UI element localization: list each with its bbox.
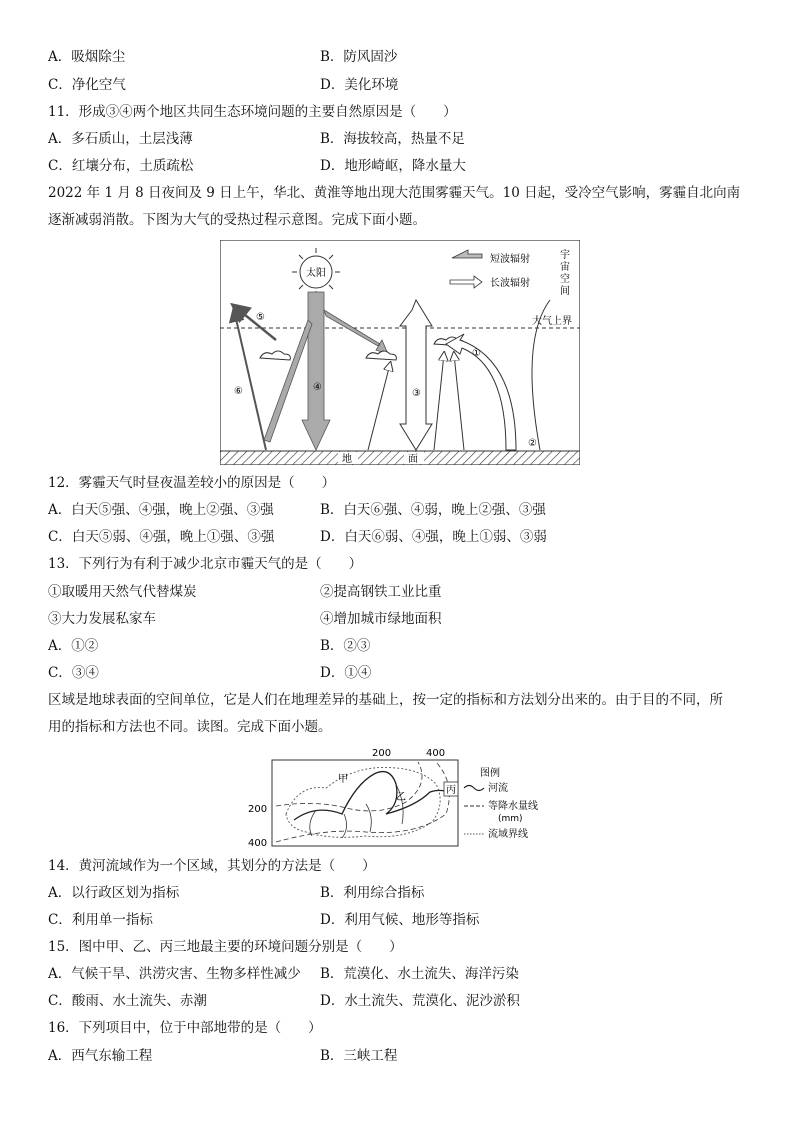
q13-option-c: C．③④ [48,665,99,681]
q10-option-c: C．净化空气 [48,77,126,93]
legend-isohyet: 等降水量线 [488,801,538,812]
yellow-river-basin-map [246,744,546,848]
q14-option-c: C．利用单一指标 [48,912,153,928]
intro2-line2: 用的指标和方法也不同。读图。完成下面小题。 [48,719,332,735]
map-label-left-200: 200 [248,804,268,815]
q14-stem: 14．黄河流域作为一个区域，其划分的方法是（ ） [48,858,376,874]
q14-option-b: B．利用综合指标 [320,885,425,901]
q12-option-a: A．白天⑤强、④强，晚上②强、③强 [48,502,274,518]
q10-option-a: A．吸烟除尘 [48,49,126,65]
map-label-left-400: 400 [248,838,268,848]
q15-option-c: C．酸雨、水土流失、赤潮 [48,993,207,1009]
legend-title: 图例 [480,768,500,779]
marker-3: ③ [412,388,421,399]
marker-1: ① [472,348,481,359]
q13-statement-1: ①取暖用天然气代替煤炭 [48,584,197,600]
svg-text:宇: 宇 [560,250,570,261]
q13-statement-3: ③大力发展私家车 [48,611,156,627]
q11-option-a: A．多石质山，土层浅薄 [48,131,193,147]
intro1-line2: 逐渐减弱消散。下图为大气的受热过程示意图。完成下面小题。 [48,212,426,228]
legend-basin: 流域界线 [488,829,528,840]
q13-stem: 13．下列行为有利于减少北京市霾天气的是（ ） [48,556,363,572]
q10-option-b: B．防风固沙 [320,49,398,65]
q14-option-d: D．利用气候、地形等指标 [320,912,480,928]
q11-option-b: B．海拔较高，热量不足 [320,131,465,147]
marker-4: ④ [313,382,322,393]
q15-stem: 15．图中甲、乙、丙三地最主要的环境问题分别是（ ） [48,939,403,955]
svg-text:宙: 宙 [560,262,570,273]
q10-option-d: D．美化环境 [320,77,399,93]
q11-option-d: D．地形崎岖，降水量大 [320,158,466,174]
q11-stem: 11．形成③④两个地区共同生态环境问题的主要自然原因是（ ） [48,104,457,120]
q16-stem: 16．下列项目中，位于中部地带的是（ ） [48,1020,322,1036]
sun-label: 太阳 [306,268,326,279]
q14-option-a: A．以行政区划为指标 [48,885,180,901]
svg-text:间: 间 [560,286,570,297]
q13-statement-4: ④增加城市绿地面积 [320,611,442,627]
marker-2: ② [528,438,537,449]
legend-river-icon [464,786,484,791]
intro1-line1: 2022 年 1 月 8 日夜间及 9 日上午，华北、黄淮等地出现大范围雾霾天气。10 日起，受冷空气影响，雾霾自北向南 [48,185,741,201]
q15-option-d: D．水土流失、荒漠化、泥沙淤积 [320,993,520,1009]
region-bing: 丙 [446,785,456,796]
q13-option-b: B．②③ [320,638,371,654]
map-frame [272,760,458,846]
legend-river: 河流 [488,783,508,794]
intro2-line1: 区域是地球表面的空间单位，它是人们在地理差异的基础上，按一定的指标和方法划分出来的。由于目的不同，所 [48,692,723,708]
map-label-top-200: 200 [372,748,392,759]
q13-statement-2: ②提高钢铁工业比重 [320,584,442,600]
map-label-top-400: 400 [426,748,446,759]
ground-strip [220,451,580,465]
svg-text:空: 空 [560,274,570,285]
q16-option-a: A．西气东输工程 [48,1048,153,1064]
q12-option-c: C．白天⑤弱、④强，晚上①强、③强 [48,529,275,545]
q13-option-a: A．①② [48,638,99,654]
q16-option-b: B．三峡工程 [320,1048,398,1064]
atmosphere-heating-figure [220,240,580,465]
region-yi: 乙 [396,792,406,803]
legend-short-wave: 短波辐射 [490,254,530,265]
marker-5: ⑤ [256,312,265,323]
q13-option-d: D．①④ [320,665,372,681]
ground-label-right: 面 [408,454,418,465]
legend-unit: (mm) [498,814,523,824]
q12-stem: 12．雾霾天气时昼夜温差较小的原因是（ ） [48,475,336,491]
marker-6: ⑥ [234,386,243,397]
map-legend [464,766,538,840]
q12-option-b: B．白天⑥强、④弱，晚上②强、③强 [320,502,546,518]
upper-boundary-label: 大气上界 [532,316,572,327]
legend-long-wave: 长波辐射 [490,278,530,289]
q15-option-a: A．气候干旱、洪涝灾害、生物多样性减少 [48,966,301,982]
ground-label-left: 地 [342,454,352,465]
region-jia: 甲 [338,774,348,785]
q15-option-b: B．荒漠化、水土流失、海洋污染 [320,966,519,982]
q11-option-c: C．红壤分布，土质疏松 [48,158,194,174]
q12-option-d: D．白天⑥弱、④强，晚上①弱、③弱 [320,529,547,545]
